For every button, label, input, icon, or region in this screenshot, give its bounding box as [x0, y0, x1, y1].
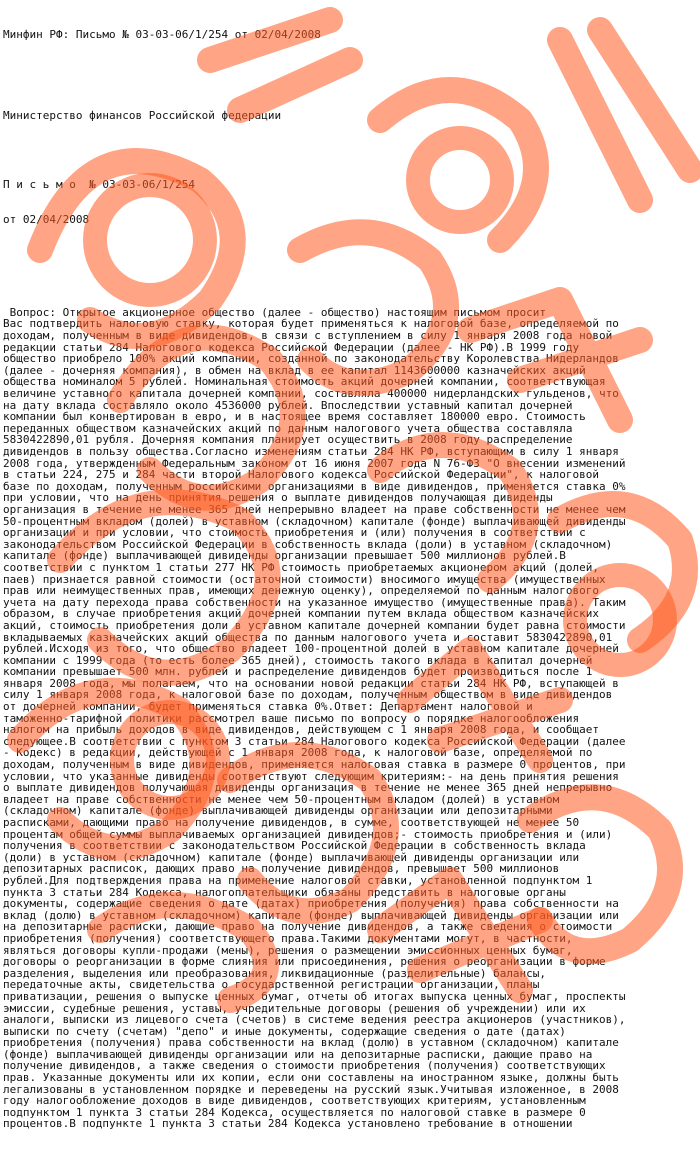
body-line: приватизации, решения о выпуске ценных бумаг, отчеты об итогах выпуска ценных бумаг, проспекты — [3, 989, 626, 1003]
letter-body — [3, 307, 698, 1130]
body-line: году налогообложение доходов в виде дивидендов, соответствующих критериям, установленным — [3, 1094, 586, 1108]
spacer — [3, 145, 698, 156]
body-line: на дату вклада составляло около 4536000 рублей. Впоследствии уставный капитал дочерней — [3, 398, 573, 412]
top-title: Минфин РФ: Письмо № 03-03-06/1/254 от 02/04/2008 — [3, 28, 321, 42]
body-line: (складочном) капитале (фонде) выплачивающей дивиденды организации или депозитарными — [3, 804, 553, 818]
body-line: величине уставного капитала дочерней компании, составляла 400000 нидерландских гульденов, что — [3, 387, 619, 401]
body-line: вкладываемых казначейских акций общества по данным налогового учета и составит 5830422890,01 — [3, 630, 613, 644]
body-line: - Кодекс) в редакции, действующей с 1 января 2008 года, к налоговой базе, определяемой по — [3, 746, 593, 760]
body-line: прав или неимущественных прав, имеющих денежную оценку), определяемой по данным налогового — [3, 584, 600, 598]
body-line: капитале (фонде) выплачивающей дивиденды организации превышает 500 миллионов рублей.В — [3, 549, 566, 563]
body-line: рублей.Для подтверждения права на применение налоговой ставки, установленной подпунктом 1 — [3, 873, 593, 887]
body-line: расписками, дающими право на получение дивидендов, в сумме, соответствующей не менее 50 — [3, 816, 580, 829]
body-line: 2008 года, утвержденным Федеральным законом от 16 июня 2007 года N 76-ФЗ "О внесении изменений — [3, 456, 626, 470]
body-line: Вопрос: Открытое акционерное общество (далее - общество) настоящим письмом просит — [3, 305, 547, 319]
body-line: таможенно-тарифной политики рассмотрел ваше письмо по вопросу о порядке налогообложения — [3, 711, 580, 725]
body-line: (далее - дочерняя компания), в обмен на вклад в ее капитал 1143600000 казначейских акций — [3, 363, 586, 377]
body-line: учета на дату перехода права собственности на указанное имущество (имущественные права). Таким — [3, 595, 626, 609]
body-line: при условии, что на день принятия решения о выплате дивидендов получающая дивиденды — [3, 491, 553, 505]
body-line: общество приобрело 100% акций компании, созданной по законодательству Королевства Нидерландов — [3, 352, 619, 366]
body-line: договоры о реорганизации в форме слияния или присоединения, решения о реорганизации в форме — [3, 955, 606, 969]
body-line: соответствии с пунктом 1 статьи 277 НК РФ стоимость приобретаемых акционером акций (долей, — [3, 560, 600, 574]
body-line: организация в течение не менее 365 дней непрерывно владеет на праве собственности не менее чем — [3, 502, 626, 516]
body-line: передаточные акты, свидетельства о государственной регистрации организации, планы — [3, 978, 540, 992]
body-line: легализованы в установленном порядке и переведены на русский язык.Учитывая изложенное, в 2008 — [3, 1082, 619, 1096]
body-line: акций, стоимость приобретения доли в уставном капитале дочерней компании будет равна стоимости — [3, 618, 626, 632]
body-line: рублей.Исходя из того, что общество владеет 100-процентной долей в уставном капитале дочерней — [3, 642, 619, 656]
body-line: законодательством Российской Федерации в собственность вклада (доли) в уставном (складочном) — [3, 537, 613, 551]
body-line: организации и при условии, что стоимость приобретения и (или) получения в соответствии с — [3, 526, 586, 540]
body-line: выписки по счету (счетам) "депо" и иные документы, содержащие сведения о дате (датах) — [3, 1024, 566, 1038]
body-line: являться договоры купли-продажи (мены), решения о размещении эмиссионных ценных бумаг, — [3, 943, 573, 957]
body-line: от дочерней компании, будет применяться ставка 0%.Ответ: Департамент налоговой и — [3, 700, 533, 714]
body-line: (фонде) выплачивающей дивиденды организации или на депозитарные расписки, дающие право на — [3, 1047, 593, 1061]
body-line: депозитарных расписок, дающих право на получение дивидендов, превышает 500 миллионов — [3, 862, 560, 876]
body-line: приобретения (получения) соответствующего права.Такими документами могут, в частности, — [3, 931, 573, 945]
body-line: редакции статьи 284 Налогового кодекса Российской Федерации (далее - НК РФ).В 1999 году — [3, 340, 580, 354]
body-line: паев) признается равной стоимости (остаточной стоимости) вносимого имущества (имущественных — [3, 572, 606, 586]
body-line: (доли) в уставном (складочном) капитале (фонде) выплачивающей дивиденды организации или — [3, 850, 580, 864]
spacer — [3, 249, 698, 284]
body-line: приобретения (получения) права собственности на вклад (долю) в уставном (складочном) капитале — [3, 1036, 619, 1050]
body-line: аналоги, выписки из лицевого счета (счетов) в системе ведения реестра акционеров (участников), — [3, 1013, 626, 1027]
body-line: Вас подтвердить налоговую ставку, которая будет применяться к налоговой базе, определяемой по — [3, 317, 619, 331]
body-line: документы, содержащие сведения о дате (датах) приобретения (получения) права собственности на — [3, 897, 619, 911]
body-line: силу 1 января 2008 года, к налоговой базе по доходам, полученным обществом в виде дивидендов — [3, 688, 613, 702]
body-line: в статьи 224, 275 и 284 части второй Налогового кодекса Российской Федерации", к налоговой — [3, 468, 600, 482]
body-line: налогом на прибыль доходов в виде дивидендов, действующем с 1 января 2008 года, и сообщает — [3, 723, 600, 737]
body-line: переданных обществом казначейских акций по данным налогового учета общества составляла — [3, 421, 573, 435]
body-line: компании превышает 500 млн. рублей и распределение дивидендов будет производиться после 1 — [3, 665, 593, 679]
body-line: условии, что указанные дивиденды соответствуют следующим критериям:- на день принятия решения — [3, 769, 619, 783]
body-line: базе по доходам, полученным российскими организациями в виде дивидендов, применяется ставка 0% — [3, 479, 626, 493]
body-line: подпунктом 1 пункта 3 статьи 284 Кодекса, осуществляется по налоговой ставке в размере 0 — [3, 1105, 586, 1119]
body-line: компании был конвертирован в евро, и в настоящее время составляет 180000 евро. Стоимость — [3, 410, 586, 424]
body-line: образом, в случае приобретения акций дочерней компании путем вклада обществом казначейских — [3, 607, 600, 621]
letter-number: П и с ь м о № 03-03-06/1/254 — [3, 178, 196, 192]
body-line: эмиссии, судебные решения, уставы, учредительные договоры (решения об учреждении) или их — [3, 1001, 586, 1015]
body-line: компании с 1999 года (то есть более 365 дней), стоимость такого вклада в капитал дочерней — [3, 653, 593, 667]
body-line: вклад (долю) в уставном (складочном) капитале (фонде) выплачивающей дивиденды организации или — [3, 908, 619, 922]
body-line: доходам, полученным в виде дивидендов, применяется налоговая ставка в размере 0 процентов, при — [3, 758, 626, 772]
body-line: разделения, выделения или преобразования, ликвидационные (разделительные) балансы, — [3, 966, 547, 980]
body-line: получение дивидендов, а также сведения о стоимости приобретения (получения) соответствующих — [3, 1059, 606, 1073]
body-line: о выплате дивидендов получающая дивиденды организация в течение не менее 365 дней непрерывно — [3, 781, 613, 795]
document-text — [3, 6, 698, 1153]
body-line: января 2008 года, мы полагаем, что на основании новой редакции статьи 284 НК РФ, вступающей в — [3, 676, 619, 690]
body-line: получения в соответствии с законодательством Российской Федерации в собственность вклада — [3, 839, 586, 853]
body-line: дивидендов в пользу общества.Согласно изменениям статьи 284 НК РФ, вступающим в силу 1 января — [3, 445, 619, 458]
ministry-name: Министерство финансов Российской федерации — [3, 109, 282, 123]
body-line: пункта 3 статьи 284 Кодекса, налогоплательщики обязаны представить в налоговые органы — [3, 885, 566, 899]
letter-date: от 02/04/2008 — [3, 212, 90, 226]
body-line: общества номиналом 5 рублей. Номинальная стоимость акций дочерней компании, соответствующая — [3, 375, 606, 389]
body-line: следующее.В соответствии с пунктом 3 статьи 284 Налогового кодекса Российской Федерации (далее — [3, 734, 626, 748]
body-line: процентов.В подпункте 1 пункта 3 статьи 284 Кодекса установлено требование в отношении — [3, 1117, 573, 1131]
body-line: владеет на праве собственности не менее чем 50-процентным вкладом (долей) в уставном — [3, 792, 560, 806]
spacer — [3, 64, 698, 87]
body-line: 5830422890,01 рубля. Дочерняя компания планирует осуществить в 2008 году распределение — [3, 433, 573, 447]
body-line: доходам, полученным в виде дивидендов, в связи с вступлением в силу 1 января 2008 года новой — [3, 329, 613, 343]
body-line: процентам общей суммы выплачиваемых организацией дивидендов;- стоимость приобретения и (или) — [3, 827, 613, 841]
body-line: на депозитарные расписки, дающие право на получение дивидендов, а также сведения о стоимости — [3, 920, 613, 934]
body-line: 50-процентным вкладом (долей) в уставном (складочном) капитале (фонде) выплачивающей дивиденды — [3, 514, 626, 528]
body-line: прав. Указанные документы или их копии, если они составлены на иностранном языке, должны быть — [3, 1071, 619, 1085]
